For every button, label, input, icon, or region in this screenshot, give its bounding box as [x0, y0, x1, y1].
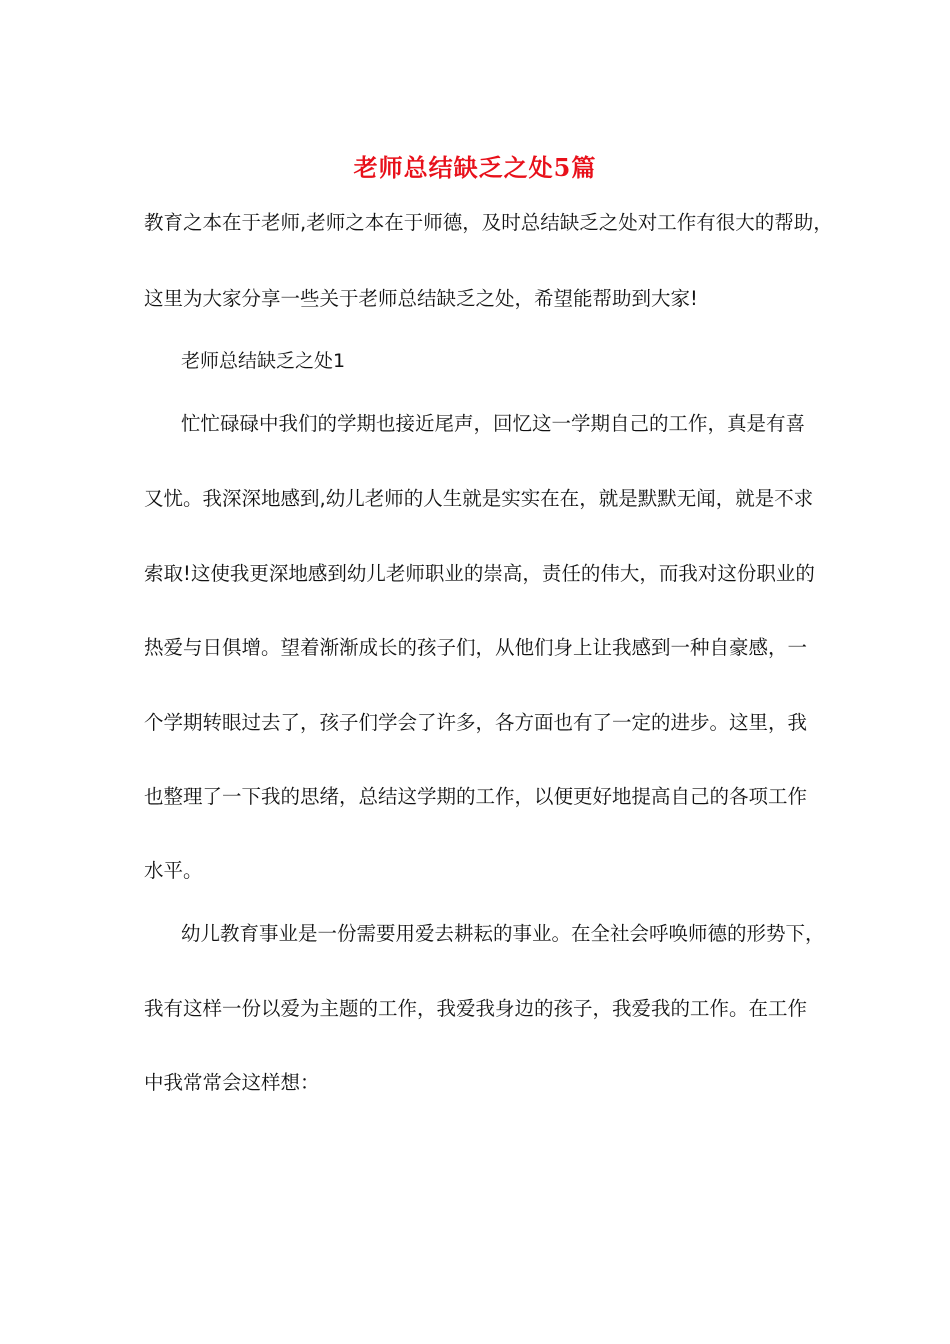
paragraph-2-line-3: 中我常常会这样想：	[144, 1071, 320, 1094]
paragraph-1-line-5: 个学期转眼过去了，孩子们学会了许多，各方面也有了一定的进步。这里，我	[144, 711, 808, 734]
paragraph-2-line-2: 我有这样一份以爱为主题的工作，我爱我身边的孩子，我爱我的工作。在工作	[144, 997, 808, 1020]
paragraph-1-line-3: 索取!这使我更深地感到幼儿老师职业的崇高，责任的伟大，而我对这份职业的	[144, 562, 815, 585]
paragraph-1-line-1: 忙忙碌碌中我们的学期也接近尾声，回忆这一学期自己的工作，真是有喜	[181, 412, 806, 435]
paragraph-2-line-1: 幼儿教育事业是一份需要用爱去耕耘的事业。在全社会呼唤师德的形势下，	[181, 922, 825, 945]
document-title: 老师总结缺乏之处5篇	[353, 153, 597, 182]
intro-line-2: 这里为大家分享一些关于老师总结缺乏之处，希望能帮助到大家!	[144, 287, 698, 310]
paragraph-1-line-6: 也整理了一下我的思绪，总结这学期的工作，以便更好地提高自己的各项工作	[144, 785, 808, 808]
paragraph-1-line-2: 又忧。我深深地感到,幼儿老师的人生就是实实在在，就是默默无闻，就是不求	[144, 487, 814, 510]
paragraph-1-line-4: 热爱与日俱增。望着渐渐成长的孩子们，从他们身上让我感到一种自豪感，一	[144, 636, 808, 659]
intro-line-1: 教育之本在于老师,老师之本在于师德，及时总结缺乏之处对工作有很大的帮助，	[144, 211, 833, 234]
paragraph-1-line-7: 水平。	[144, 859, 203, 882]
section-heading-1: 老师总结缺乏之处1	[181, 350, 346, 372]
